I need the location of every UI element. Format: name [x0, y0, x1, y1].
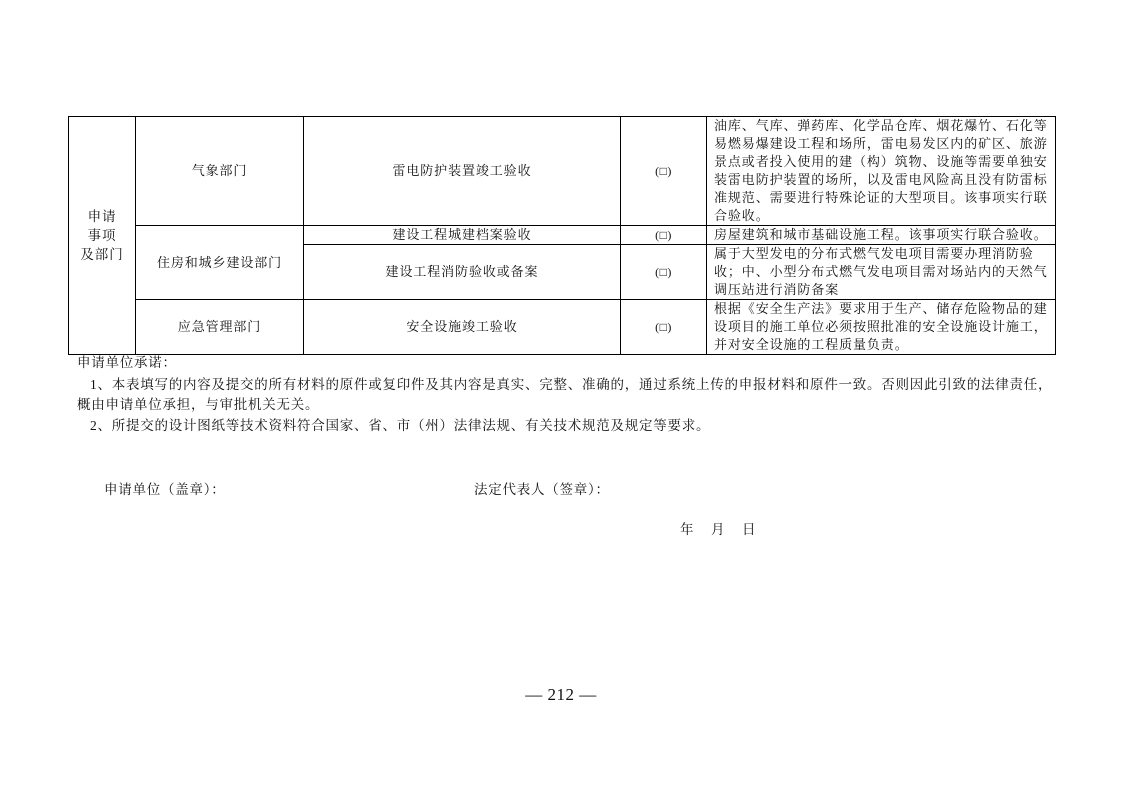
section-label-cell [69, 117, 136, 355]
department-cell: 气象部门 [136, 117, 304, 226]
commitment-item-1-continued: 概由申请单位承担，与审批机关无关。 [77, 397, 320, 412]
checkbox-mark: (□) [655, 228, 672, 242]
commitment-title: 申请单位承诺： [77, 355, 177, 370]
application-items-table [68, 116, 1056, 355]
description-cell [707, 300, 1056, 355]
department-cell: 应急管理部门 [136, 300, 304, 355]
checkbox-cell [621, 117, 707, 226]
date-label: 年 月 日 [680, 522, 758, 537]
checkbox-mark: (□) [655, 164, 672, 178]
page-number: — 212 — [525, 685, 597, 704]
description-line: 房屋建筑和城市基础设施工程。该事项实行联合验收。 [714, 227, 1048, 242]
table-row [69, 226, 1056, 245]
description-line: 收；中、小型分布式燃气发电项目需对场站内的天然气 [714, 264, 1048, 279]
table-row [69, 300, 1056, 355]
description-cell [707, 117, 1056, 226]
commitment-item-2: 2、所提交的设计图纸等技术资料符合国家、省、市（州）法律法规、有关技术规范及规定等要求。 [90, 418, 711, 433]
description-line: 准规范、需要进行特殊论证的大型项目。该事项实行联 [714, 190, 1048, 205]
description-line: 设项目的施工单位必须按照批准的安全设施设计施工， [714, 319, 1048, 334]
description-line: 调压站进行消防备案 [714, 282, 840, 297]
description-line: 易燃易爆建设工程和场所，雷电易发区内的矿区、旅游 [714, 136, 1048, 151]
checkbox-cell [621, 226, 707, 245]
description-line: 装雷电防护装置的场所，以及雷电风险高且没有防雷标 [714, 172, 1048, 187]
description-line: 并对安全设施的工程质量负责。 [714, 337, 909, 352]
legal-representative-signature-label: 法定代表人（签章）： [474, 482, 610, 497]
applicant-seal-label: 申请单位（盖章）： [104, 482, 226, 497]
section-label-line: 及部门 [80, 247, 124, 262]
checkbox-cell [621, 245, 707, 300]
checkbox-mark: (□) [655, 320, 672, 334]
item-cell: 建设工程消防验收或备案 [304, 245, 621, 300]
commitment-item-1: 1、本表填写的内容及提交的所有材料的原件或复印件及其内容是真实、完整、准确的，通过系统上传的申报材料和原件一致。否则因此引致的法律责任， [90, 377, 1053, 392]
description-line: 油库、气库、弹药库、化学品仓库、烟花爆竹、石化等 [714, 118, 1048, 133]
description-line: 属于大型发电的分布式燃气发电项目需要办理消防验 [714, 246, 1034, 261]
description-line: 合验收。 [714, 208, 770, 223]
item-cell: 雷电防护装置竣工验收 [304, 117, 621, 226]
checkbox-cell [621, 300, 707, 355]
description-line: 景点或者投入使用的建（构）筑物、设施等需要单独安 [714, 154, 1048, 169]
description-cell [707, 226, 1056, 245]
description-line: 根据《安全生产法》要求用于生产、储存危险物品的建 [714, 301, 1048, 316]
description-cell [707, 245, 1056, 300]
department-cell: 住房和城乡建设部门 [136, 226, 304, 300]
checkbox-mark: (□) [655, 265, 672, 279]
item-cell: 安全设施竣工验收 [304, 300, 621, 355]
item-cell: 建设工程城建档案验收 [304, 226, 621, 245]
section-label-line: 事项 [87, 228, 117, 243]
section-label-line: 申请 [87, 209, 117, 224]
table-row [69, 117, 1056, 226]
